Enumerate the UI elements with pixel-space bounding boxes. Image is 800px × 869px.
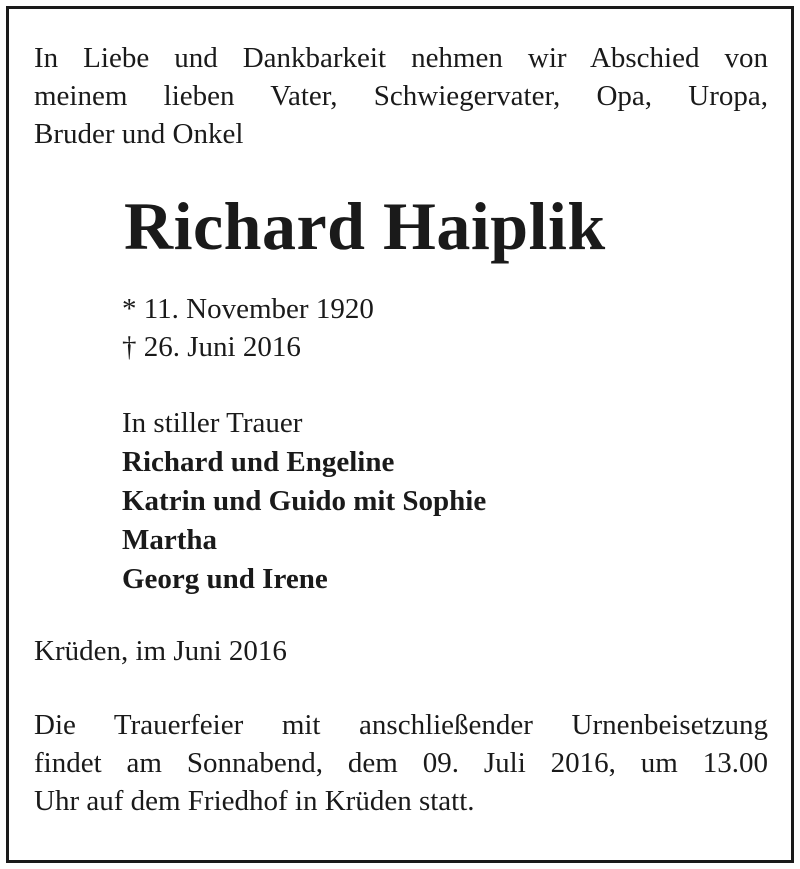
mourners-block	[122, 404, 486, 599]
life-dates	[122, 290, 374, 366]
funeral-notice	[34, 706, 768, 820]
mourner-name: Richard und Engeline	[122, 446, 395, 478]
deceased-name: Richard Haiplik	[124, 188, 606, 264]
funeral-notice-line-1: Die Trauerfeier mit anschließender Urnenbeisetzung	[34, 709, 768, 741]
funeral-notice-line-3: Uhr auf dem Friedhof in Krüden statt.	[34, 785, 475, 817]
mourners-heading: In stiller Trauer	[122, 407, 303, 439]
mourner-name: Georg und Irene	[122, 563, 328, 595]
birth-date: * 11. November 1920	[122, 293, 374, 325]
place-date: Krüden, im Juni 2016	[34, 635, 287, 667]
intro-text	[34, 39, 768, 153]
funeral-notice-line-2: findet am Sonnabend, dem 09. Juli 2016, um 13.00	[34, 747, 768, 779]
death-date: † 26. Juni 2016	[122, 331, 301, 363]
intro-line-1: In Liebe und Dankbarkeit nehmen wir Abschied von	[34, 42, 768, 74]
mourner-name: Katrin und Guido mit Sophie	[122, 485, 487, 517]
mourner-name: Martha	[122, 524, 218, 556]
intro-line-2: meinem lieben Vater, Schwiegervater, Opa, Uropa,	[34, 80, 768, 112]
intro-line-3: Bruder und Onkel	[34, 118, 244, 150]
